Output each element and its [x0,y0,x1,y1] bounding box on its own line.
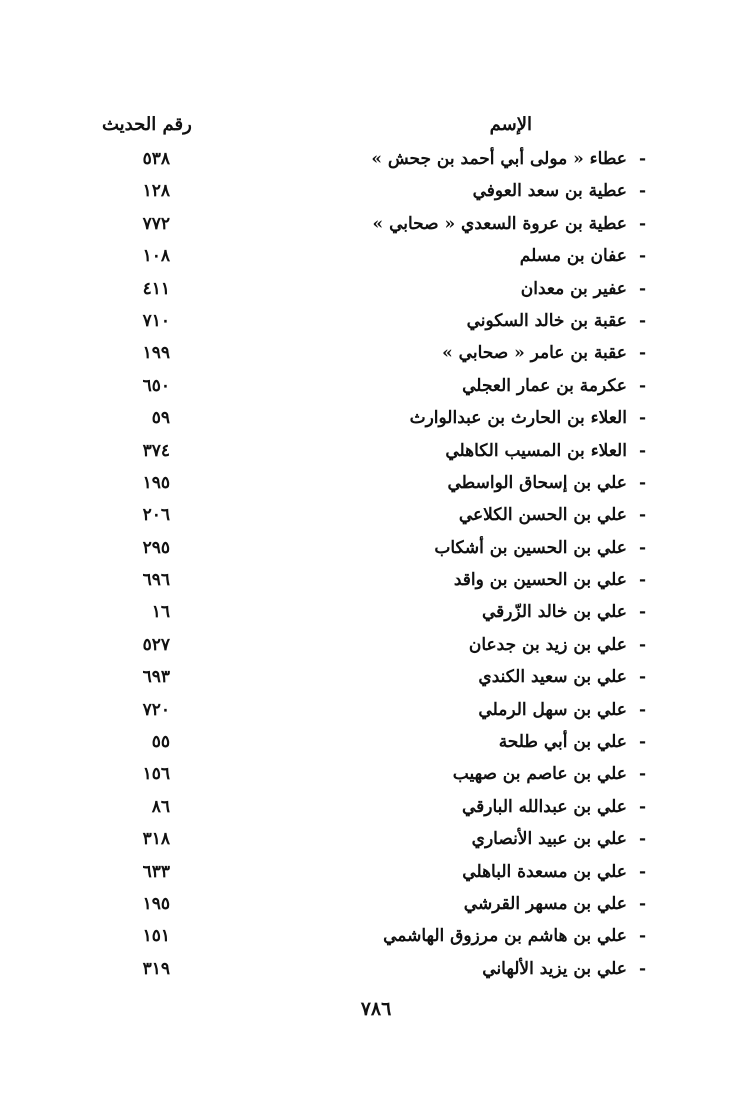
narrator-name-text: علي بن الحسن الكلاعي [458,505,627,526]
narrator-name [462,375,646,397]
narrator-name-text: عكرمة بن عمار العجلي [462,375,627,396]
entry-dash: - [638,634,646,655]
entry-dash: - [638,408,646,429]
hadith-number: ١٥١ [142,926,170,947]
entry-dash: - [638,796,646,817]
hadith-number: ٦٣٣ [142,861,170,882]
narrator-name [499,731,646,753]
list-item [0,796,752,828]
narrator-name-text: علي بن يزيد الألهاني [482,958,627,979]
hadith-number: ١٩٥ [142,472,170,493]
entry-dash: - [638,764,646,785]
hadith-number: ٧٧٢ [142,213,170,234]
list-item [0,601,752,633]
hadith-number: ٥٩ [151,408,170,429]
entry-dash: - [638,570,646,591]
narrator-name [383,925,646,947]
narrator-name-text: علي بن الحسين بن واقد [453,570,627,591]
hadith-number: ٥٥ [151,732,170,753]
entry-dash: - [638,861,646,882]
entry-dash: - [638,699,646,720]
narrator-name [373,213,646,235]
entries-list [0,148,752,990]
hadith-number: ١٥٦ [142,764,170,785]
page-number: ٧٨٦ [360,998,392,1020]
narrator-name-text: عفير بن معدان [520,278,627,299]
narrator-name [520,245,646,267]
list-item [0,213,752,245]
entry-dash: - [638,926,646,947]
hadith-number: ٤١١ [142,278,170,299]
entry-dash: - [638,732,646,753]
entry-dash: - [638,958,646,979]
hadith-number: ٧١٠ [142,310,170,331]
narrator-name-text: علي بن عبيد الأنصاري [471,829,627,850]
list-item [0,828,752,860]
entry-dash: - [638,472,646,493]
narrator-name-text: علي بن أبي طلحة [498,732,627,753]
narrator-name-text: عفان بن مسلم [519,246,627,267]
entry-dash: - [638,505,646,526]
list-item [0,245,752,277]
narrator-name [462,861,646,883]
entry-dash: - [638,829,646,850]
entry-dash: - [638,278,646,299]
hadith-number: ٣٧٤ [142,440,170,461]
entry-dash: - [638,602,646,623]
narrator-name [371,148,646,170]
hadith-number: ٦٥٠ [142,375,170,396]
list-item [0,569,752,601]
entry-dash: - [638,343,646,364]
entry-dash: - [638,213,646,234]
hadith-number: ٣١٨ [142,829,170,850]
list-item [0,148,752,180]
narrator-name [482,601,646,623]
entry-dash: - [638,310,646,331]
narrator-name-text: علي بن زيد بن جدعان [468,634,627,655]
narrator-name [464,893,646,915]
hadith-number: ٨٦ [151,796,170,817]
list-item [0,731,752,763]
narrator-name-text: علي بن عاصم بن صهيب [452,764,627,785]
narrator-name [473,180,646,202]
list-item [0,925,752,957]
narrator-name-text: العلاء بن الحارث بن عبدالوارث [409,408,627,429]
narrator-name [445,440,646,462]
list-item [0,893,752,925]
entry-dash: - [638,181,646,202]
list-item [0,699,752,731]
narrator-name [478,666,646,688]
hadith-number: ١٦ [151,602,170,623]
list-item [0,666,752,698]
narrator-name-text: علي بن سعيد الكندي [478,667,627,688]
narrator-name [462,796,646,818]
narrator-name-text: علي بن هاشم بن مرزوق الهاشمي [383,926,627,947]
entry-dash: - [638,440,646,461]
list-item [0,537,752,569]
narrator-name-text: عطية بن سعد العوفي [472,181,627,202]
list-item [0,504,752,536]
entry-dash: - [638,149,646,169]
list-item [0,958,752,990]
hadith-number: ٦٩٦ [142,570,170,591]
narrator-name-text: عطاء « مولى أبي أحمد بن جحش » [371,149,627,169]
hadith-number: ١٩٩ [142,343,170,364]
entry-dash: - [638,246,646,267]
narrator-name [442,342,646,364]
list-item [0,342,752,374]
hadith-number: ٢٩٥ [142,537,170,558]
list-item [0,472,752,504]
narrator-name [459,504,646,526]
narrator-name-text: علي بن خالد الزّرقي [481,602,627,623]
narrator-name-text: عطية بن عروة السعدي « صحابي » [372,213,627,234]
name-column-header: الإسم [489,114,532,135]
hadith-number: ١٢٨ [142,181,170,202]
narrator-name-text: عقبة بن عامر « صحابي » [442,343,627,364]
number-column-header: رقم الحديث [102,114,192,135]
narrator-name [454,569,646,591]
narrator-name [478,699,646,721]
narrator-name-text: علي بن سهل الرملي [478,699,627,720]
narrator-name-text: علي بن إسحاق الواسطي [447,472,627,493]
narrator-name [453,763,646,785]
hadith-number: ١٩٥ [142,893,170,914]
list-item [0,180,752,212]
entry-dash: - [638,667,646,688]
narrator-name-text: علي بن مسعدة الباهلي [462,861,627,882]
entry-dash: - [638,537,646,558]
list-item [0,310,752,342]
narrator-name-text: علي بن عبدالله البارقي [462,796,627,817]
hadith-number: ٧٢٠ [142,699,170,720]
narrator-name-text: علي بن مسهر القرشي [463,893,627,914]
hadith-number: ٥٢٧ [142,634,170,655]
hadith-number: ٣١٩ [142,958,170,979]
list-item [0,375,752,407]
list-item [0,634,752,666]
list-item [0,763,752,795]
narrator-name-text: علي بن الحسين بن أشكاب [434,537,627,558]
narrator-name [467,310,646,332]
narrator-name [410,407,646,429]
narrator-name [434,537,646,559]
hadith-number: ٦٩٣ [142,667,170,688]
list-item [0,278,752,310]
narrator-name-text: العلاء بن المسيب الكاهلي [445,440,627,461]
narrator-name [472,828,646,850]
entry-dash: - [638,375,646,396]
list-item [0,861,752,893]
list-item [0,440,752,472]
entry-dash: - [638,893,646,914]
narrator-name [469,634,646,656]
narrator-name [447,472,646,494]
narrator-name [521,278,646,300]
narrator-name-text: عقبة بن خالد السكوني [466,310,627,331]
list-item [0,407,752,439]
hadith-number: ١٠٨ [142,246,170,267]
hadith-number: ٥٣٨ [142,149,170,169]
narrator-name [482,958,646,980]
hadith-number: ٢٠٦ [142,505,170,526]
